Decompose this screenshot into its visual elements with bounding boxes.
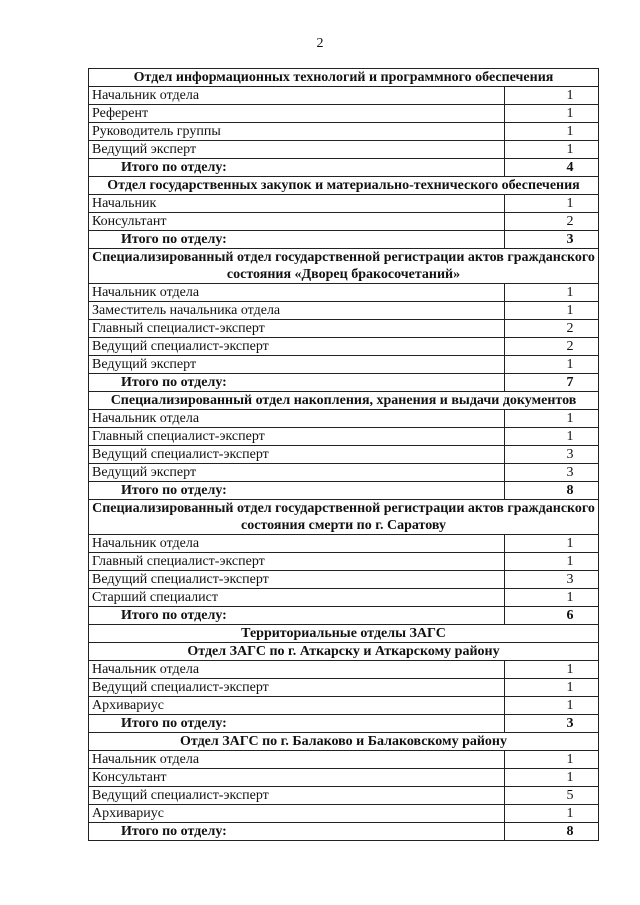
position-count: 3: [505, 464, 599, 482]
total-count: 7: [505, 374, 599, 392]
position-count: 1: [505, 410, 599, 428]
section-title: Специализированный отдел накопления, хранения и выдачи документов: [89, 392, 599, 410]
position-name: Ведущий эксперт: [89, 356, 505, 374]
position-name: Консультант: [89, 213, 505, 231]
position-count: 1: [505, 589, 599, 607]
position-name: Начальник отдела: [89, 661, 505, 679]
table-row: [89, 589, 599, 607]
position-name: Ведущий специалист-эксперт: [89, 787, 505, 805]
table-row: [89, 446, 599, 464]
section-heading-row: [89, 643, 599, 661]
position-count: 1: [505, 356, 599, 374]
total-label: Итого по отделу:: [89, 482, 505, 500]
position-name: Начальник отдела: [89, 87, 505, 105]
section-title: Специализированный отдел государственной регистрации актов гражданского состояния «Дворец бракосочетаний»: [89, 249, 599, 284]
position-count: 1: [505, 535, 599, 553]
section-title: Отдел ЗАГС по г. Аткарску и Аткарскому району: [89, 643, 599, 661]
position-name: Референт: [89, 105, 505, 123]
position-count: 1: [505, 553, 599, 571]
position-name: Начальник отдела: [89, 535, 505, 553]
position-name: Старший специалист: [89, 589, 505, 607]
section-total-row: [89, 231, 599, 249]
position-count: 1: [505, 697, 599, 715]
total-label: Итого по отделу:: [89, 159, 505, 177]
position-count: 1: [505, 751, 599, 769]
table-row: [89, 535, 599, 553]
table-row: [89, 284, 599, 302]
section-total-row: [89, 159, 599, 177]
section-total-row: [89, 374, 599, 392]
position-count: 1: [505, 284, 599, 302]
position-name: Начальник отдела: [89, 284, 505, 302]
section-total-row: [89, 607, 599, 625]
position-count: 5: [505, 787, 599, 805]
position-count: 3: [505, 571, 599, 589]
position-count: 1: [505, 141, 599, 159]
position-count: 1: [505, 87, 599, 105]
position-name: Главный специалист-эксперт: [89, 553, 505, 571]
table-row: [89, 123, 599, 141]
position-count: 1: [505, 428, 599, 446]
section-title: Отдел ЗАГС по г. Балаково и Балаковскому району: [89, 733, 599, 751]
total-count: 8: [505, 482, 599, 500]
section-heading-row: [89, 733, 599, 751]
section-total-row: [89, 823, 599, 841]
position-count: 1: [505, 769, 599, 787]
position-count: 2: [505, 338, 599, 356]
table-row: [89, 553, 599, 571]
total-count: 3: [505, 231, 599, 249]
page-number: 2: [316, 36, 324, 51]
section-heading-row: [89, 69, 599, 87]
section-title: Территориальные отделы ЗАГС: [89, 625, 599, 643]
section-title: Отдел государственных закупок и материально-технического обеспечения: [89, 177, 599, 195]
position-name: Руководитель группы: [89, 123, 505, 141]
total-label: Итого по отделу:: [89, 607, 505, 625]
section-total-row: [89, 482, 599, 500]
position-name: Главный специалист-эксперт: [89, 428, 505, 446]
position-name: Ведущий специалист-эксперт: [89, 446, 505, 464]
position-count: 1: [505, 679, 599, 697]
position-name: Главный специалист-эксперт: [89, 320, 505, 338]
staffing-table: [88, 68, 599, 841]
table-row: [89, 141, 599, 159]
position-count: 1: [505, 105, 599, 123]
table-row: [89, 195, 599, 213]
position-count: 2: [505, 320, 599, 338]
position-name: Заместитель начальника отдела: [89, 302, 505, 320]
staffing-table-body: [89, 69, 599, 841]
table-row: [89, 661, 599, 679]
table-row: [89, 697, 599, 715]
table-row: [89, 464, 599, 482]
total-count: 6: [505, 607, 599, 625]
total-count: 3: [505, 715, 599, 733]
table-row: [89, 679, 599, 697]
position-count: 3: [505, 446, 599, 464]
table-row: [89, 751, 599, 769]
section-heading-row: [89, 392, 599, 410]
table-row: [89, 428, 599, 446]
table-row: [89, 410, 599, 428]
position-name: Ведущий эксперт: [89, 464, 505, 482]
section-title: Отдел информационных технологий и программного обеспечения: [89, 69, 599, 87]
total-label: Итого по отделу:: [89, 231, 505, 249]
position-name: Консультант: [89, 769, 505, 787]
position-count: 1: [505, 123, 599, 141]
table-row: [89, 213, 599, 231]
position-count: 1: [505, 661, 599, 679]
table-row: [89, 356, 599, 374]
section-heading-row: [89, 249, 599, 284]
position-name: Ведущий специалист-эксперт: [89, 679, 505, 697]
total-count: 8: [505, 823, 599, 841]
table-row: [89, 105, 599, 123]
section-heading-row: [89, 177, 599, 195]
table-row: [89, 87, 599, 105]
table-row: [89, 805, 599, 823]
section-heading-row: [89, 625, 599, 643]
position-count: 1: [505, 195, 599, 213]
table-row: [89, 571, 599, 589]
position-count: 1: [505, 302, 599, 320]
position-name: Начальник: [89, 195, 505, 213]
total-label: Итого по отделу:: [89, 374, 505, 392]
table-row: [89, 338, 599, 356]
position-count: 2: [505, 213, 599, 231]
table-row: [89, 769, 599, 787]
total-label: Итого по отделу:: [89, 823, 505, 841]
total-label: Итого по отделу:: [89, 715, 505, 733]
position-name: Ведущий специалист-эксперт: [89, 338, 505, 356]
position-name: Ведущий эксперт: [89, 141, 505, 159]
position-name: Начальник отдела: [89, 751, 505, 769]
table-row: [89, 302, 599, 320]
position-name: Ведущий специалист-эксперт: [89, 571, 505, 589]
table-row: [89, 320, 599, 338]
section-heading-row: [89, 500, 599, 535]
total-count: 4: [505, 159, 599, 177]
position-count: 1: [505, 805, 599, 823]
section-title: Специализированный отдел государственной регистрации актов гражданского состояния смерти по г. Саратову: [89, 500, 599, 535]
position-name: Архивариус: [89, 805, 505, 823]
position-name: Начальник отдела: [89, 410, 505, 428]
position-name: Архивариус: [89, 697, 505, 715]
section-total-row: [89, 715, 599, 733]
table-row: [89, 787, 599, 805]
